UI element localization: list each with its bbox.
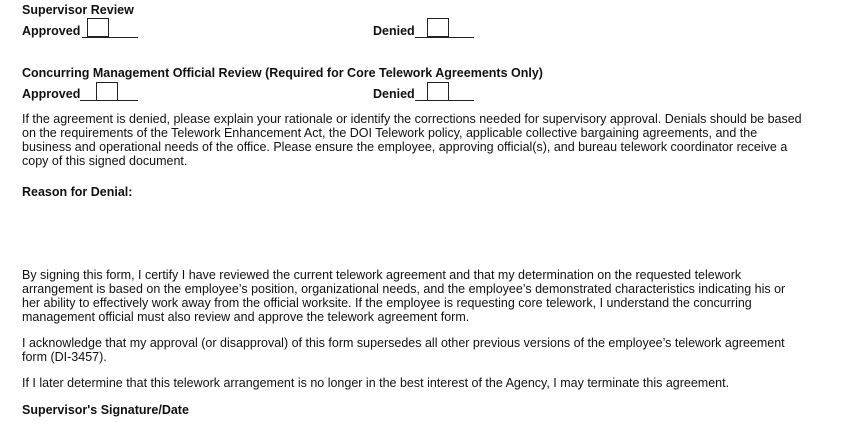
termination-note: If I later determine that this telework arrangement is no longer in the best interest of the Agency, I may terminate this agreement. [22,376,730,390]
reason-for-denial-field[interactable] [22,202,812,262]
concurring-review-heading: Concurring Management Official Review (Required for Core Telework Agreements Only) [22,66,543,80]
denial-instructions-line: copy of this signed document. [22,154,188,168]
concurring-denied-underline [415,100,474,101]
supervisor-signature-field[interactable] [200,400,500,420]
supervisor-approved-label: Approved [22,24,81,38]
concurring-denied-label: Denied [373,87,415,101]
certification-line: By signing this form, I certify I have reviewed the current telework agreement and that my determination on the requested telework [22,268,742,282]
denial-instructions-line: If the agreement is denied, please explain your rationale or identify the corrections needed for supervisory approval. Denials should be based [22,112,802,126]
acknowledgement-line: I acknowledge that my approval (or disapproval) of this form supersedes all other previous versions of the employee’s telework agreement [22,336,785,350]
supervisor-review-heading: Supervisor Review [22,3,134,17]
certification-line: management official must also review and approve the telework agreement form. [22,310,470,324]
denial-instructions [22,112,812,168]
acknowledgement-line: form (DI-3457). [22,350,107,364]
denial-instructions-line: business and operational needs of the office. Please ensure the employee, approving official(s), and bureau telework coordinator receive a [22,140,788,154]
concurring-denied-checkbox[interactable] [427,82,449,101]
reason-for-denial-label: Reason for Denial: [22,185,133,199]
concurring-approved-checkbox[interactable] [96,82,118,101]
certification-line: her ability to effectively work away from the official worksite. If the employee is requesting core telework, I understand the concurring [22,296,752,310]
supervisor-denied-label: Denied [373,24,415,38]
supervisor-denied-underline [415,37,474,38]
denial-instructions-line: on the requirements of the Telework Enhancement Act, the DOI Telework policy, applicable collective bargaining agreements, and the [22,126,758,140]
supervisor-signature-label: Supervisor's Signature/Date [22,403,189,417]
concurring-approved-underline [80,100,138,101]
supervisor-approved-checkbox[interactable] [87,18,109,37]
supervisor-denied-checkbox[interactable] [427,18,449,37]
concurring-approved-label: Approved [22,87,81,101]
certification-paragraph [22,268,812,324]
supervisor-approved-underline [82,37,138,38]
acknowledgement-paragraph [22,336,812,364]
certification-line: arrangement is based on the employee’s position, organizational needs, and the employee’s demonstrated characteristics indicating his or [22,282,786,296]
